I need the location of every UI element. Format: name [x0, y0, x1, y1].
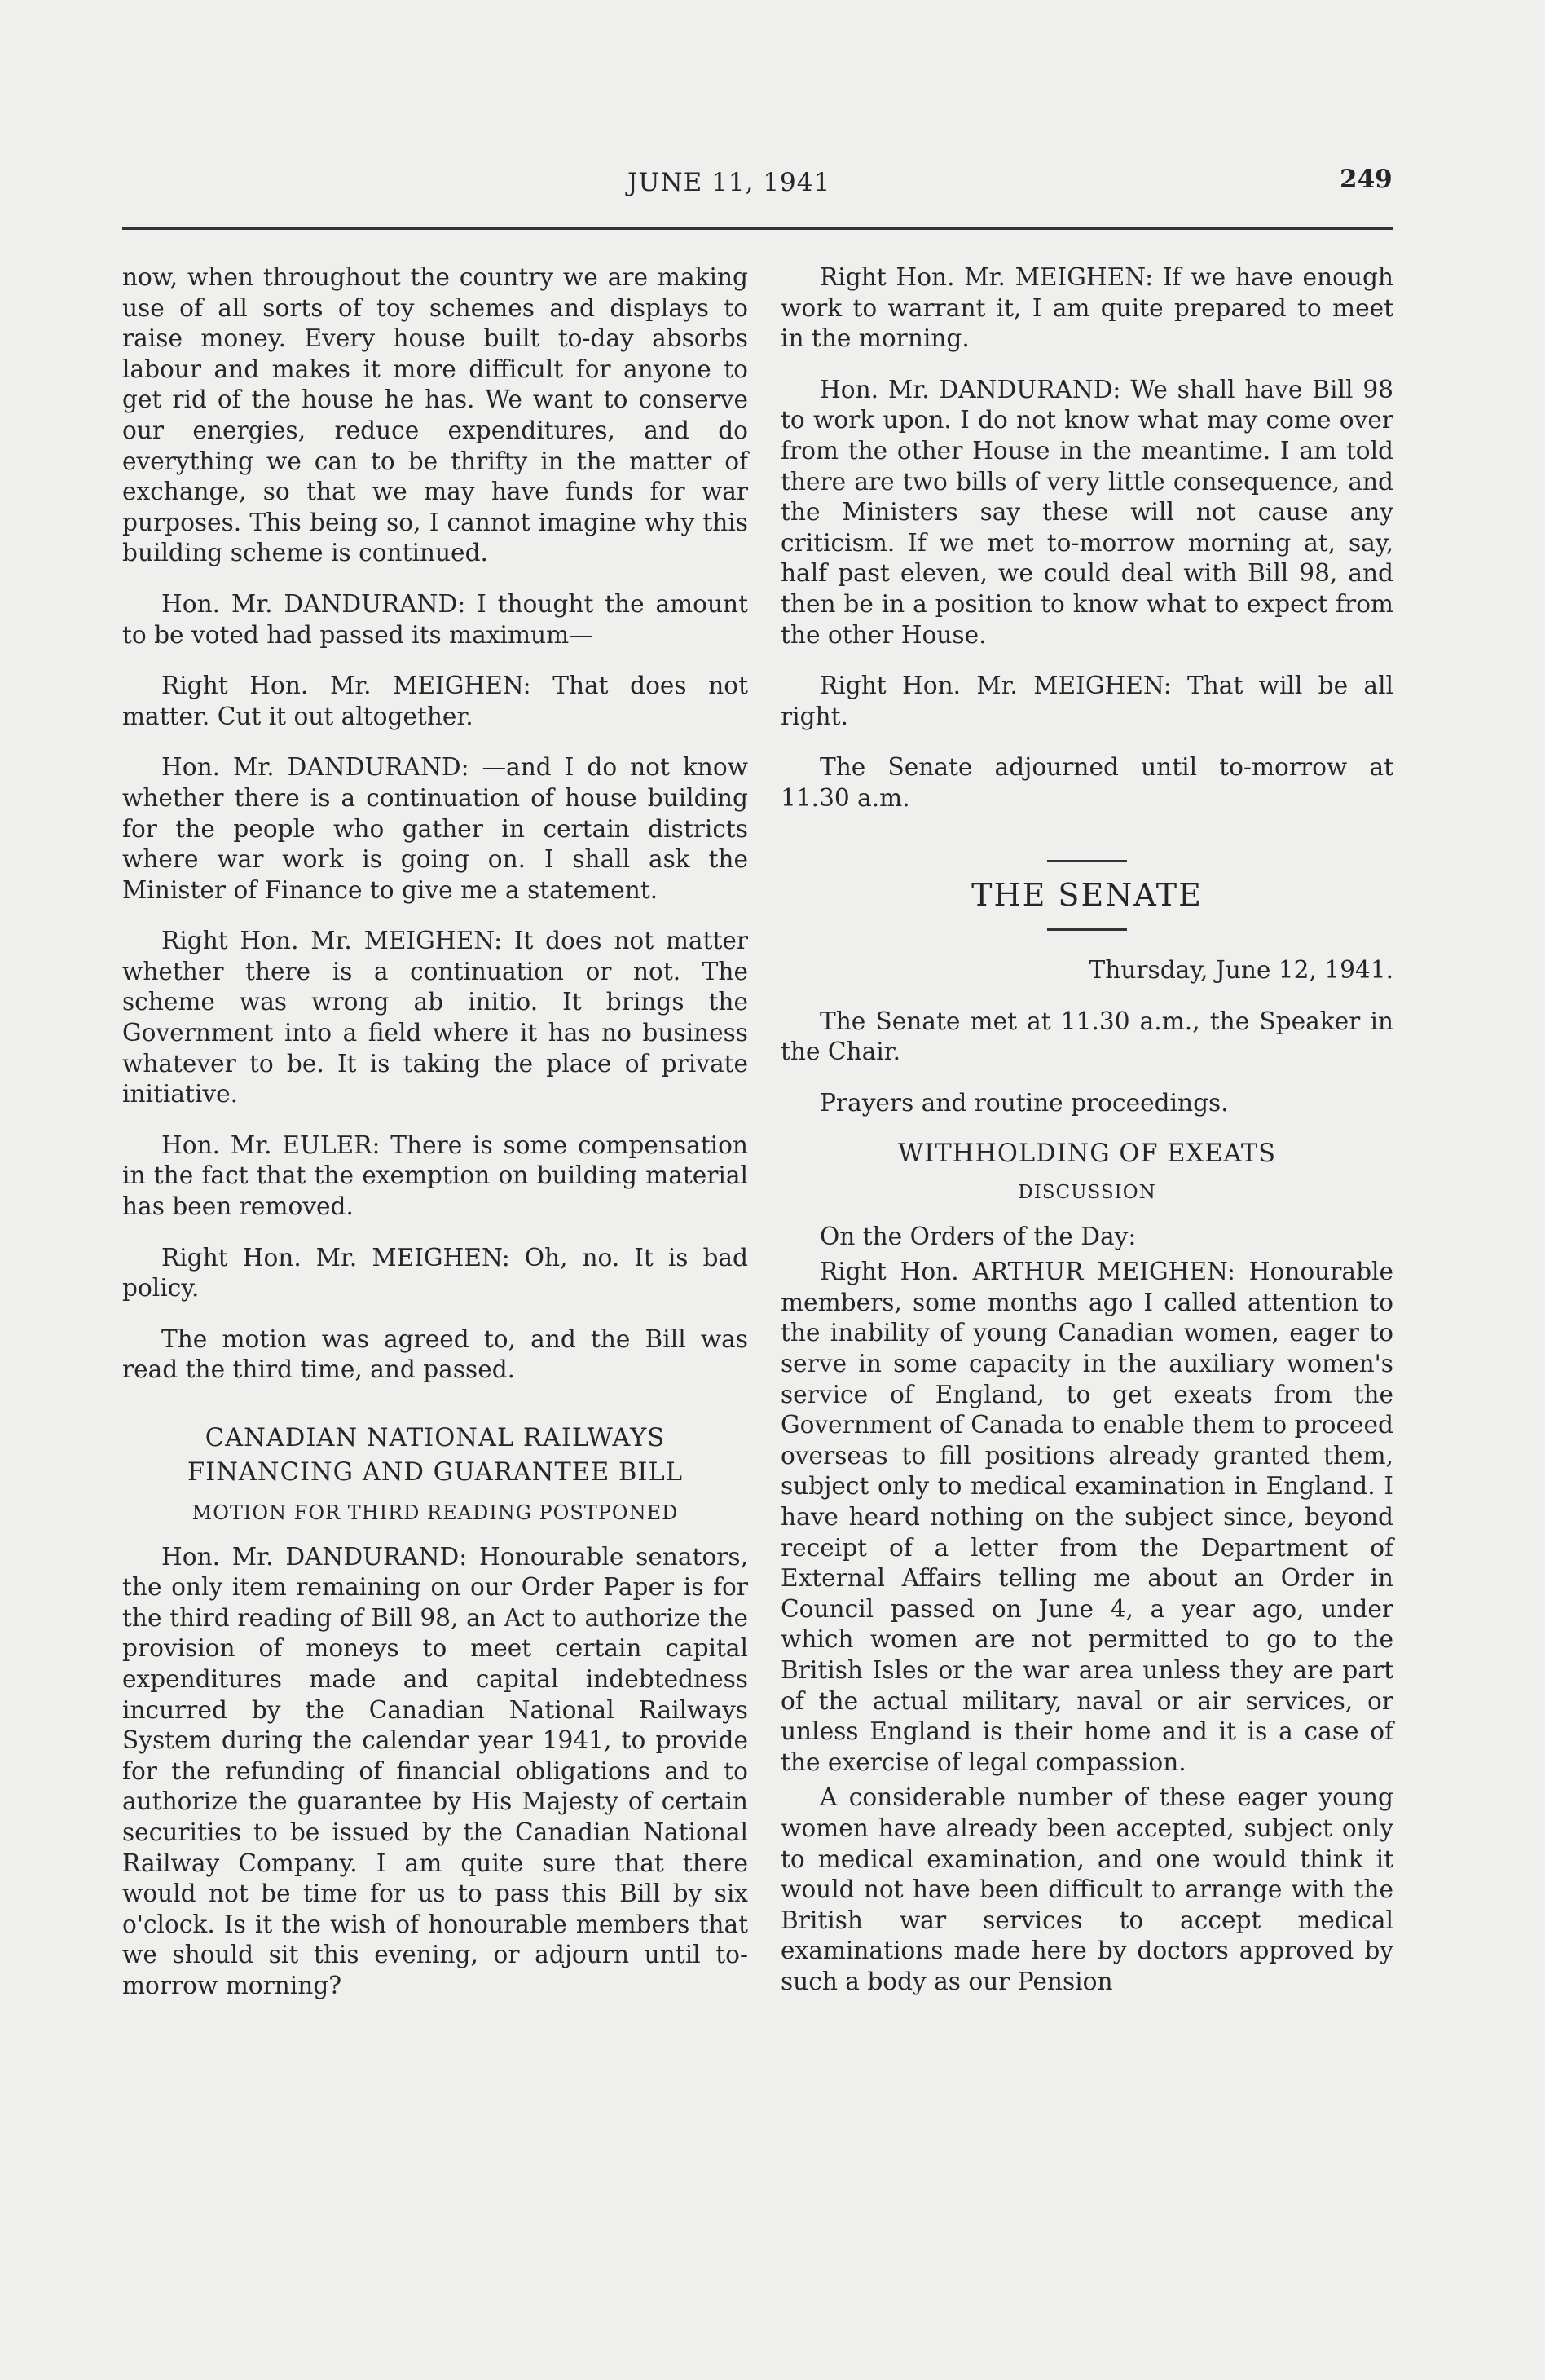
right-column: [781, 262, 1393, 2003]
divider-rule: [1047, 928, 1127, 931]
paragraph: The Senate adjourned until to-morrow at 11.30 a.m.: [781, 753, 1393, 812]
paragraph: Hon. Mr. DANDURAND: We shall have Bill 98 to work upon. I do not know what may come over from the other House in the meantime. I am told there are two bills of very little consequence, and the Ministers say these will not cause any criticism. If we met to-morrow morning at, say, half past eleven, we could deal with Bill 98, and then be in a position to know what to expect from the other House.: [781, 375, 1393, 649]
paragraph: Right Hon. Mr. MEIGHEN: Oh, no. It is bad policy.: [122, 1243, 748, 1302]
paragraph: Hon. Mr. DANDURAND: I thought the amount to be voted had passed its maximum—: [122, 589, 748, 649]
paragraph: Right Hon. Mr. MEIGHEN: It does not matter whether there is a continuation or not. The scheme was wrong ab initio. It brings the Government into a field where it has no business whatever to be. It is taking the place of private initiative.: [122, 927, 748, 1108]
paragraph: Hon. Mr. EULER: There is some compensation in the fact that the exemption on building material has been removed.: [122, 1130, 748, 1221]
paragraph: A considerable number of these eager young women have already been accepted, subject only to medical examination, and one would think it would not have been difficult to arrange with the British war services to accept medical examinations made here by doctors approved by such a body as our Pension: [781, 1783, 1393, 1995]
header-rule: [122, 227, 1393, 230]
dateline: Thursday, June 12, 1941.: [1089, 956, 1393, 985]
section-subheading: MOTION FOR THIRD READING POSTPONED: [191, 1501, 679, 1524]
left-column: [122, 262, 748, 2022]
divider-rule: [1047, 860, 1127, 862]
header-date: JUNE 11, 1941: [627, 168, 831, 197]
paragraph: Prayers and routine proceedings.: [820, 1088, 1229, 1117]
paragraph: Right Hon. Mr. MEIGHEN: That will be all right.: [781, 672, 1393, 730]
paragraph: Hon. Mr. DANDURAND: —and I do not know whether there is a continuation of house building for the people who gather in certain districts where war work is going on. I shall ask the Minister of Finance to give me a statement.: [122, 753, 748, 904]
paragraph: Right Hon. ARTHUR MEIGHEN: Honourable members, some months ago I called attention to the inability of young Canadian women, eager to serve in some capacity in the auxiliary women's service of England, to get exeats from the Government of Canada to enable them to proceed overseas to fill positions already granted them, subject only to medical examination in England. I have heard nothing on the subject since, beyond receipt of a letter from the Department of External Affairs telling me about an Order in Council passed on June 4, a year ago, under which women are not permitted to go to the British Isles or the war area unless they are part of the actual military, naval or air services, or unless England is their home and it is a case of the exercise of legal compassion.: [781, 1258, 1393, 1776]
paragraph: The Senate met at 11.30 a.m., the Speaker in the Chair.: [781, 1007, 1393, 1066]
paragraph: On the Orders of the Day:: [820, 1222, 1137, 1250]
paragraph: Right Hon. Mr. MEIGHEN: If we have enough work to warrant it, I am quite prepared to meet in the morning.: [781, 263, 1393, 353]
section-heading: CANADIAN NATIONAL RAILWAYS FINANCING AND GUARANTEE BILL: [187, 1424, 683, 1487]
senate-title: THE SENATE: [971, 876, 1203, 913]
paragraph: now, when throughout the country we are making use of all sorts of toy schemes and displays to raise money. Every house built to-day absorbs labour and makes it more difficult for anyone to get rid of the house he has. We want to conserve our energies, reduce expenditures, and do everything we can to be thrifty in the matter of exchange, so that we may have funds for war purposes. This being so, I cannot imagine why this building scheme is continued.: [122, 263, 748, 567]
section-subheading: DISCUSSION: [1018, 1182, 1156, 1204]
paragraph: Right Hon. Mr. MEIGHEN: That does not matter. Cut it out altogether.: [122, 672, 748, 730]
paragraph: The motion was agreed to, and the Bill was read the third time, and passed.: [122, 1324, 748, 1384]
section-heading: WITHHOLDING OF EXEATS: [897, 1139, 1277, 1169]
page-number: 249: [1340, 165, 1393, 194]
paragraph: Hon. Mr. DANDURAND: Honourable senators, the only item remaining on our Order Paper is for the third reading of Bill 98, an Act to authorize the provision of moneys to meet certain capital expenditures made and capital indebtedness incurred by the Canadian National Railways System during the calendar year 1941, to provide for the refunding of financial obligations and to authorize the guarantee by His Majesty of certain securities to be issued by the Canadian National Railway Company. I am quite sure that there would not be time for us to pass this Bill by six o'clock. Is it the wish of honourable members that we should sit this evening, or adjourn until to-morrow morning?: [122, 1542, 748, 1999]
